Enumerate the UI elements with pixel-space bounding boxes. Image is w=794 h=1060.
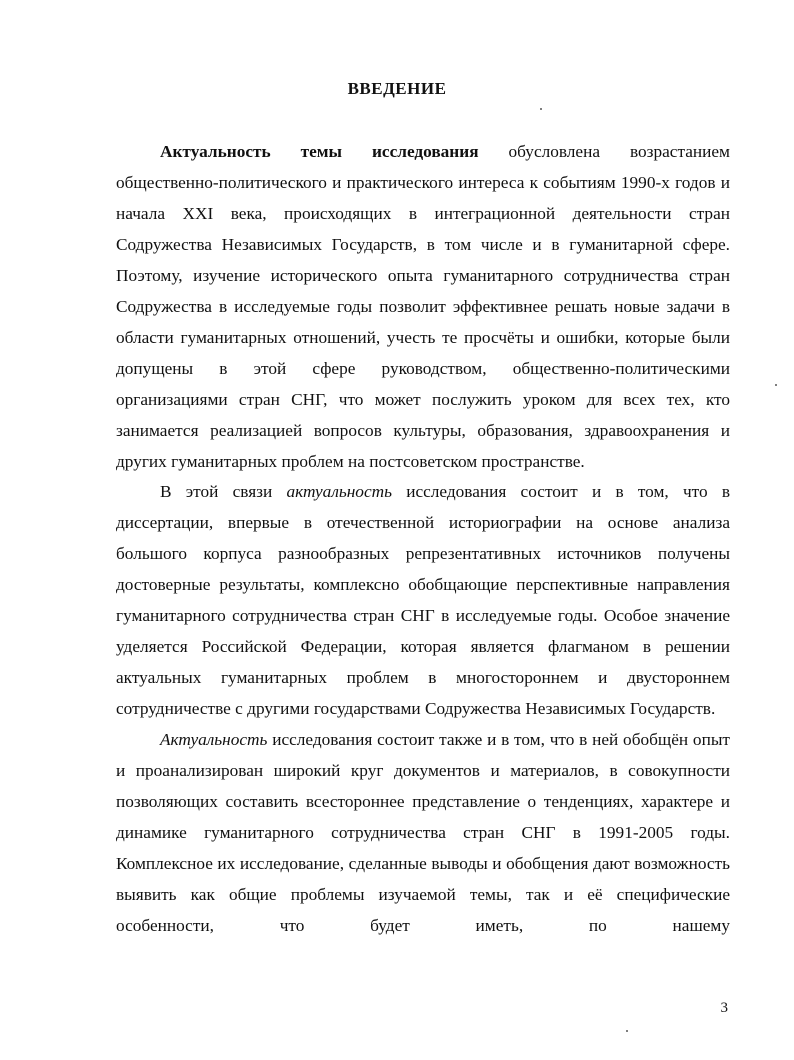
- paragraph-text: исследования состоит также и в том, что в ней обобщён опыт и проанализирован широкий круг документов и материалов, в совокупности позволяющих составить всестороннее представление о тенденциях, характере и динамике гуманитарного сотрудничества стран СНГ в 1991-2005 годы. Комплексное их исследование, сделанные выводы и обобщения дают возможность выявить как общие проблемы изучаемой темы, так и её специфические особенности, что будет иметь, по нашему: [116, 730, 730, 935]
- page-number: 3: [720, 1000, 728, 1016]
- italic-term: Актуальность: [160, 730, 268, 750]
- paragraph-text: обусловлена возрастанием общественно-политического и практического интереса к событиям 1990-х годов и начала XXI века, происходящих в интеграционной деятельности стран Содружества Независимых Государств, в том числе и в гуманитарной сфере. Поэтому, изучение исторического опыта гуманитарного сотрудничества стран Содружества в исследуемые годы позволит эффективнее решать новые задачи в области гуманитарных отношений, учесть те просчёты и ошибки, которые были допущены в этой сфере руководством, общественно-политическими организациями стран СНГ, что может послужить уроком для всех тех, кто занимается реализацией вопросов культуры, образования, здравоохранения и других гуманитарных проблем на постсоветском пространстве.: [116, 142, 730, 471]
- italic-term: актуальность: [286, 482, 392, 502]
- scan-speck: [626, 1030, 628, 1032]
- paragraph-generalization: [116, 725, 730, 942]
- scan-speck: [540, 108, 542, 110]
- body-text: [116, 137, 730, 942]
- paragraph-text: В этой связи: [160, 482, 287, 502]
- paragraph-context: [116, 477, 730, 725]
- paragraph-relevance: [116, 137, 730, 477]
- scan-speck: [775, 384, 777, 386]
- paragraph-text: исследования состоит и в том, что в диссертации, впервые в отечественной историографии на основе анализа большого корпуса разнообразных репрезентативных источников получены достоверные результаты, комплексно обобщающие перспективные направления гуманитарного сотрудничества стран СНГ в исследуемые годы. Особое значение уделяется Российской Федерации, которая является флагманом в решении актуальных гуманитарных проблем в многостороннем и двустороннем сотрудничестве с другими государствами Содружества Независимых Государств.: [116, 482, 730, 719]
- page-title: ВВЕДЕНИЕ: [347, 79, 447, 98]
- bold-term: Актуальность темы исследования: [160, 142, 479, 161]
